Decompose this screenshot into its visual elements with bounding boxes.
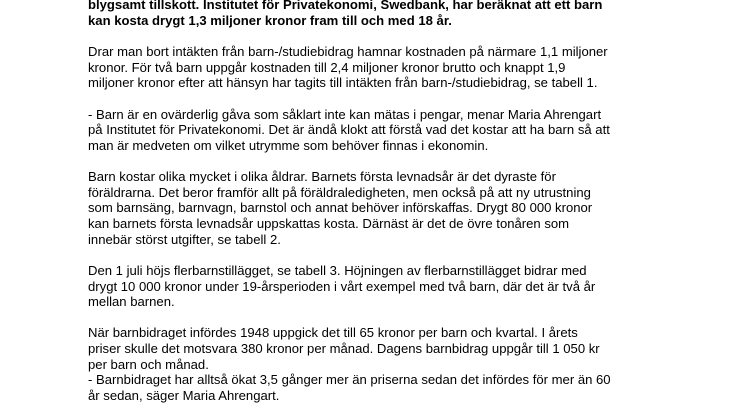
- paragraph-cost-after-allowance: [88, 44, 648, 91]
- text-line: kan kosta drygt 1,3 miljoner kronor fram till och med 18 år.: [88, 12, 452, 28]
- paragraph-multi-child-supplement: [88, 263, 648, 310]
- text-line: kan barnets första levnadsår uppskattas kosta. Därnäst är det de övre tonåren som: [88, 215, 570, 231]
- text-line: på Institutet för Privatekonomi. Det är ändå klokt att förstå vad det kostar att ha barn så att: [88, 122, 610, 138]
- paragraph-child-allowance-history: [88, 325, 648, 372]
- text-line: blygsamt tillskott. Institutet för Privatekonomi, Swedbank, har beräknat att ett barn: [88, 0, 603, 12]
- text-line: Barn kostar olika mycket i olika åldrar. Barnets första levnadsår är det dyraste för: [88, 169, 556, 185]
- text-line: år sedan, säger Maria Ahrengart.: [88, 387, 280, 403]
- text-line: priser skulle det motsvara 380 kronor per månad. Dagens barnbidrag uppgår till 1 050 kr: [88, 341, 600, 357]
- paragraph-cost-by-age: [88, 169, 648, 247]
- text-line: mellan barnen.: [88, 294, 175, 310]
- text-line: Drar man bort intäkten från barn-/studiebidrag hamnar kostnaden på närmare 1,1 miljoner: [88, 43, 608, 59]
- lead-paragraph: [88, 0, 648, 28]
- text-line: miljoner kronor efter att hänsyn har tagits till intäkten från barn-/studiebidrag, se tabell 1.: [88, 75, 598, 91]
- document-body: [88, 0, 648, 403]
- text-line: som barnsäng, barnvagn, barnstol och annat behöver införskaffas. Drygt 80 000 kronor: [88, 200, 593, 216]
- paragraph-quote-ahrengart: [88, 107, 648, 154]
- text-line: Den 1 juli höjs flerbarnstillägget, se tabell 3. Höjningen av flerbarnstillägget bidrar med: [88, 262, 587, 278]
- text-line: När barnbidraget infördes 1948 uppgick det till 65 kronor per barn och kvartal. I årets: [88, 325, 578, 341]
- text-line: per barn och månad.: [88, 356, 209, 372]
- text-line: - Barnbidraget har alltså ökat 3,5 gånger mer än priserna sedan det infördes för mer än 60: [88, 372, 611, 388]
- text-line: - Barn är en ovärderlig gåva som såklart inte kan mätas i pengar, menar Maria Ahrengart: [88, 106, 602, 122]
- text-line: kronor. För två barn uppgår kostnaden till 2,4 miljoner kronor brutto och knappt 1,9: [88, 59, 566, 75]
- paragraph-quote-closing: [88, 372, 648, 403]
- text-line: innebär störst utgifter, se tabell 2.: [88, 231, 281, 247]
- text-line: drygt 10 000 kronor under 19-årsperioden i vårt exempel med två barn, där det är två år: [88, 278, 596, 294]
- text-line: föräldrarna. Det beror framför allt på föräldraledigheten, men också på att ny utrustning: [88, 184, 591, 200]
- text-line: man är medveten om vilket utrymme som behöver finnas i ekonomin.: [88, 137, 489, 153]
